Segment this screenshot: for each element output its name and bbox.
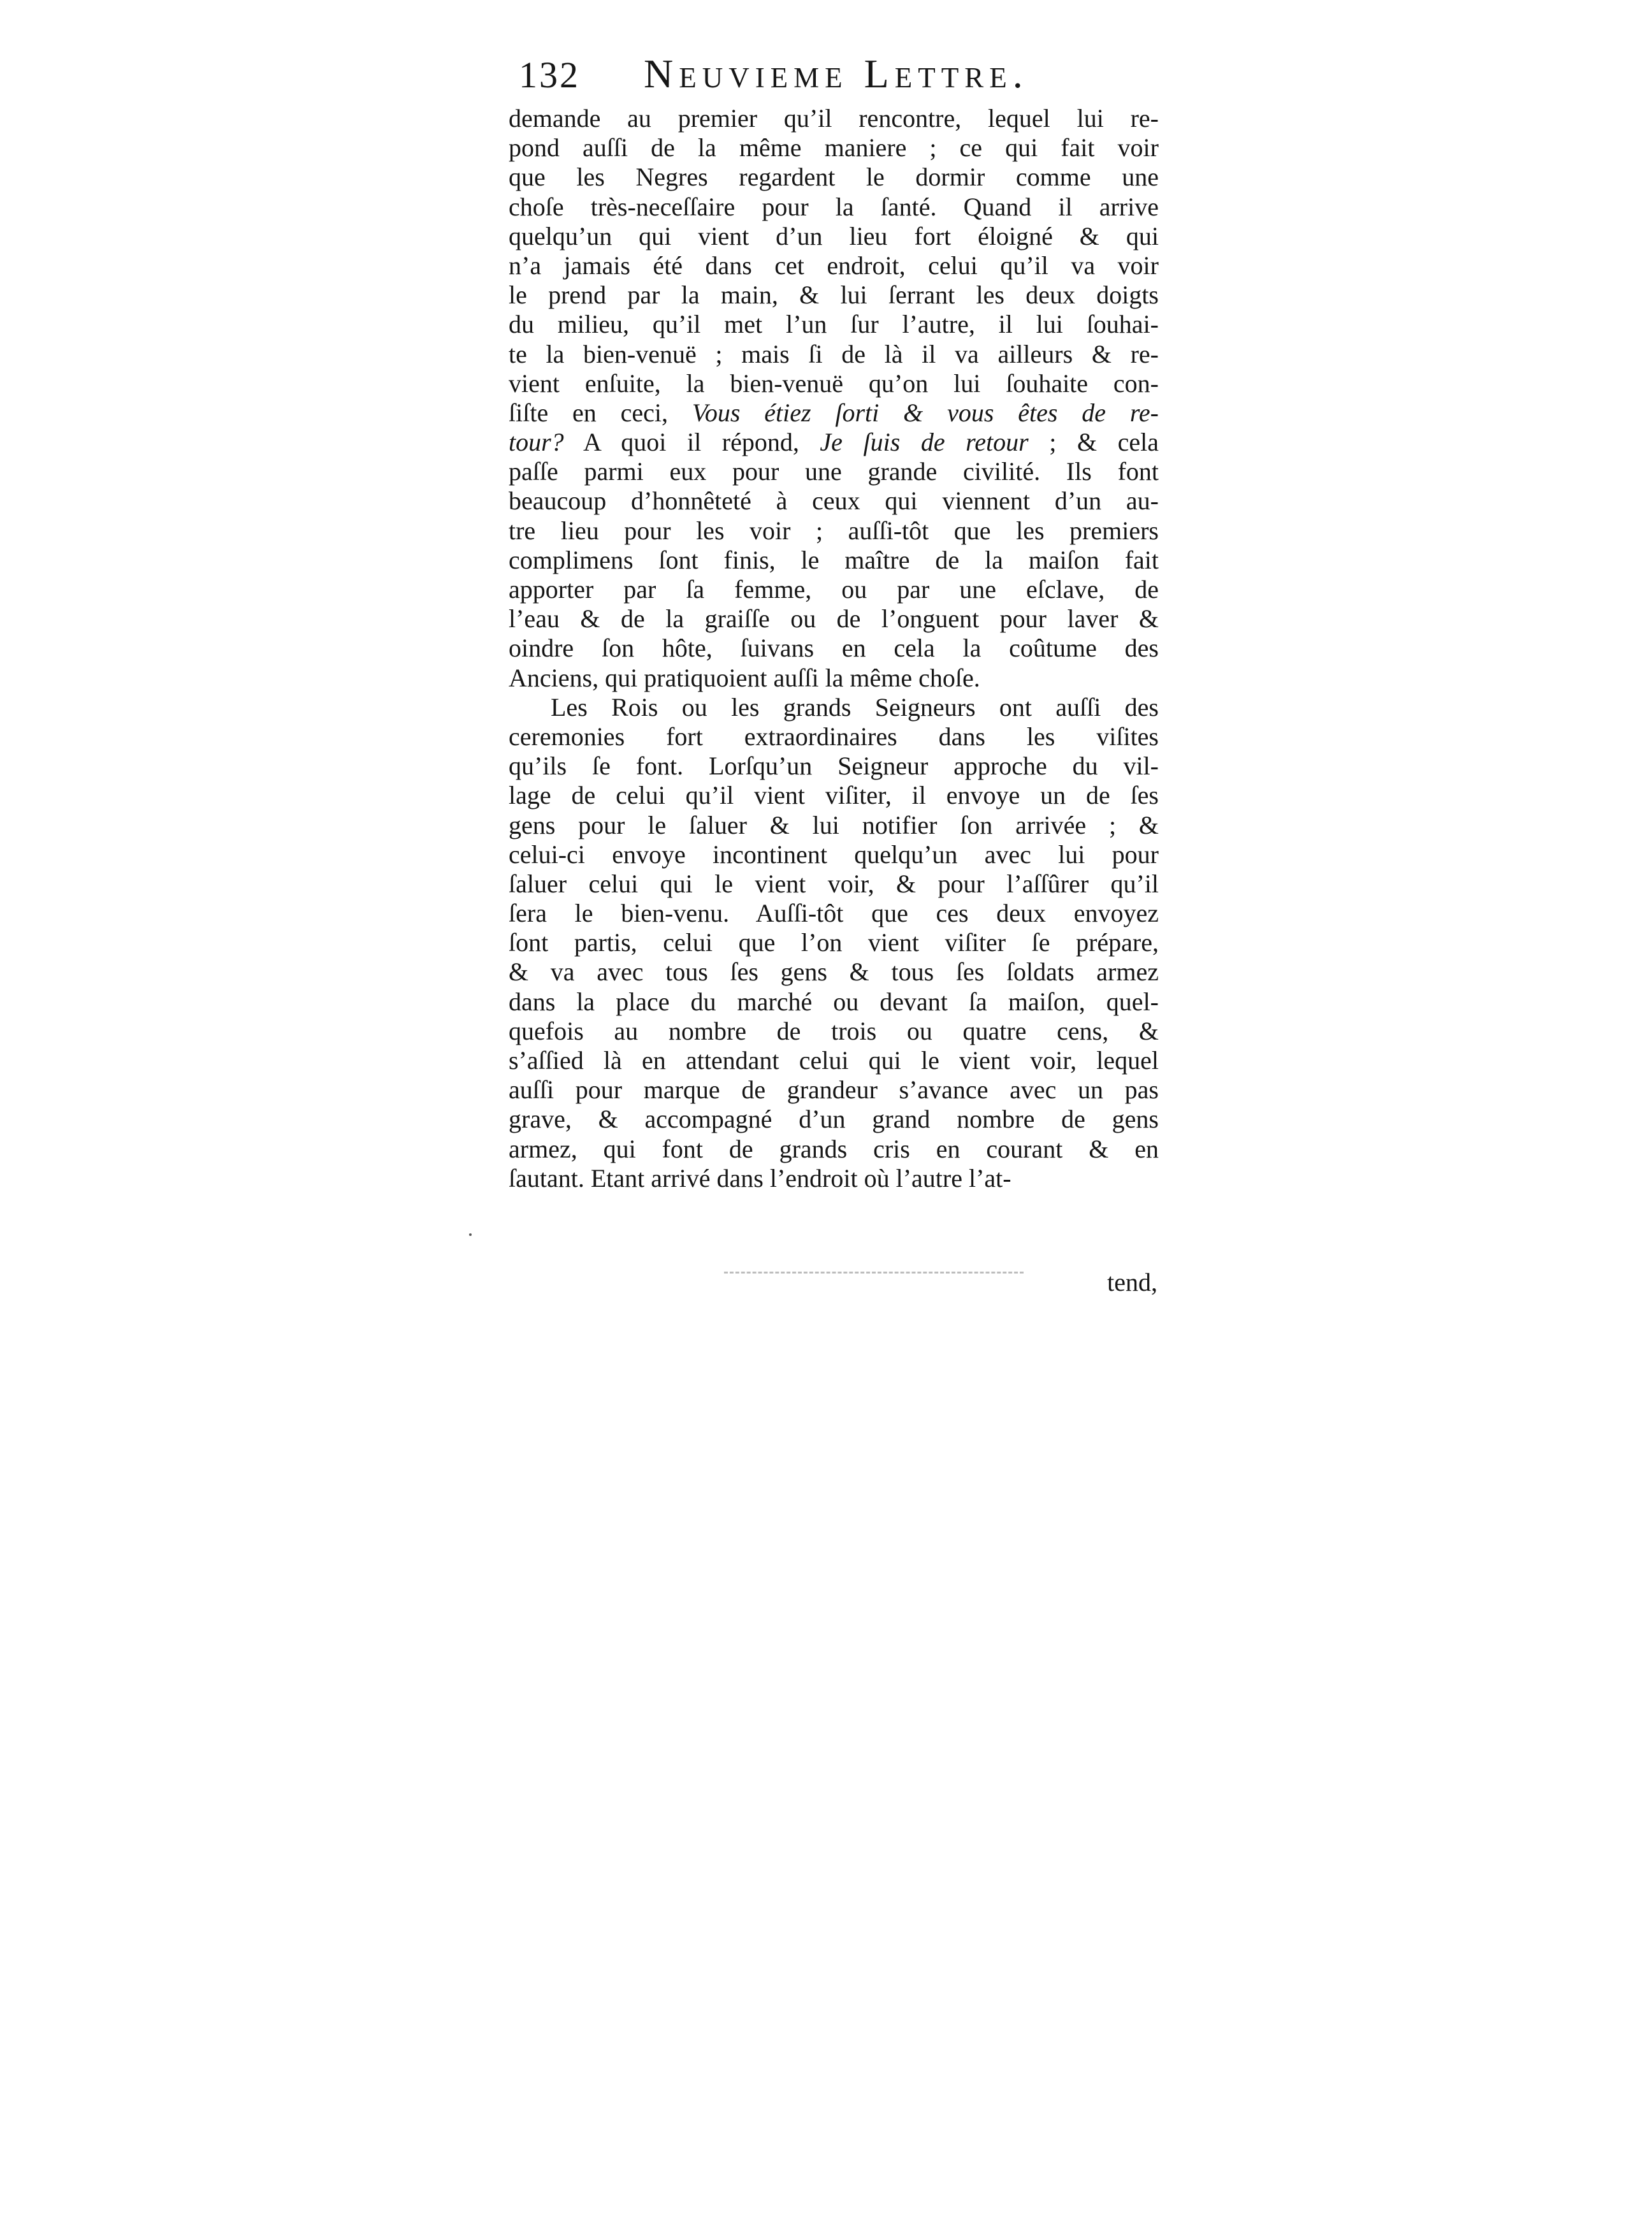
running-title: Neuvieme Lettre. <box>644 51 1029 96</box>
text-line: qu’ils ſe font. Lorſqu’un Seigneur approche du vil- <box>509 751 1159 781</box>
text-line: dans la place du marché ou devant ſa maiſon, quel- <box>509 987 1159 1016</box>
text-line: ceremonies fort extraordinaires dans les viſites <box>509 722 1159 751</box>
text-span: ; & cela <box>1028 428 1159 457</box>
print-show-through-marks <box>724 1272 1024 1277</box>
text-line: du milieu, qu’il met l’un ſur l’autre, il lui ſouhai- <box>509 310 1159 339</box>
text-line: gens pour le ſaluer & lui notifier ſon arrivée ; & <box>509 810 1159 839</box>
text-line: auſſi pour marque de grandeur s’avance avec un pas <box>509 1075 1159 1105</box>
text-line: s’aſſied là en attendant celui qui le vient voir, lequel <box>509 1046 1159 1075</box>
text-line: te la bien-venuë ; mais ſi de là il va ailleurs & re- <box>509 339 1159 368</box>
text-line: Les Rois ou les grands Seigneurs ont auſſi des <box>551 692 1159 722</box>
text-line: tre lieu pour les voir ; auſſi-tôt que les premiers <box>509 516 1159 545</box>
paragraph-1 <box>509 104 1159 693</box>
text-line: vient enſuite, la bien-venuë qu’on lui ſouhaite con- <box>509 368 1159 398</box>
text-line: Anciens, qui pratiquoient auſſi la même choſe. <box>509 663 980 692</box>
catchword: tend, <box>1107 1268 1157 1296</box>
text-line: oindre ſon hôte, ſuivans en cela la coûtume des <box>509 634 1159 663</box>
page-number: 132 <box>519 54 580 96</box>
italic-span: Je ſuis de retour <box>820 428 1029 457</box>
italic-span: Vous étiez ſorti & vous êtes de re- <box>692 398 1159 427</box>
text-line: n’a jamais été dans cet endroit, celui qu’il va voir <box>509 250 1159 280</box>
paragraph-2 <box>509 693 1159 1193</box>
text-line: l’eau & de la graiſſe ou de l’onguent pour laver & <box>509 604 1159 634</box>
text-line: ſera le bien-venu. Auſſi-tôt que ces deux envoyez <box>509 899 1159 928</box>
text-line: quelqu’un qui vient d’un lieu fort éloigné & qui <box>509 221 1159 250</box>
margin-speck <box>469 1233 472 1236</box>
text-line <box>509 398 1159 428</box>
text-line: ſaluer celui qui le vient voir, & pour l’aſſûrer qu’il <box>509 869 1159 898</box>
text-line: armez, qui font de grands cris en courant & en <box>509 1134 1159 1163</box>
text-line: beaucoup d’honnêteté à ceux qui viennent d’un au- <box>509 486 1159 516</box>
text-line <box>509 428 1159 457</box>
body-text <box>509 104 1159 1193</box>
text-line: celui-ci envoye incontinent quelqu’un avec lui pour <box>509 839 1159 869</box>
italic-span: tour? <box>509 428 564 457</box>
text-line: quefois au nombre de trois ou quatre cens, & <box>509 1016 1159 1045</box>
text-line: ſautant. Etant arrivé dans l’endroit où l’autre l’at- <box>509 1163 1011 1193</box>
text-line: le prend par la main, & lui ſerrant les deux doigts <box>509 280 1159 310</box>
page-header <box>510 45 1179 108</box>
text-span: ſiſte en ceci, <box>509 398 692 427</box>
text-line: apporter par ſa femme, ou par une eſclave, de <box>509 575 1159 604</box>
text-line: choſe très-neceſſaire pour la ſanté. Quand il arrive <box>509 192 1159 221</box>
text-line: & va avec tous ſes gens & tous ſes ſoldats armez <box>509 957 1159 987</box>
catchword-row <box>724 1268 1159 1297</box>
text-line: que les Negres regardent le dormir comme une <box>509 163 1159 192</box>
text-line: complimens ſont finis, le maître de la maiſon fait <box>509 545 1159 574</box>
text-span: A quoi il répond, <box>563 428 820 457</box>
text-line: lage de celui qu’il vient viſiter, il envoye un de ſes <box>509 781 1159 810</box>
text-line: ſont partis, celui que l’on vient viſiter ſe prépare, <box>509 928 1159 957</box>
text-line: paſſe parmi eux pour une grande civilité. Ils font <box>509 457 1159 486</box>
text-line: pond auſſi de la même maniere ; ce qui fait voir <box>509 133 1159 163</box>
text-line: demande au premier qu’il rencontre, lequel lui re- <box>509 104 1159 133</box>
text-line: grave, & accompagné d’un grand nombre de gens <box>509 1105 1159 1134</box>
